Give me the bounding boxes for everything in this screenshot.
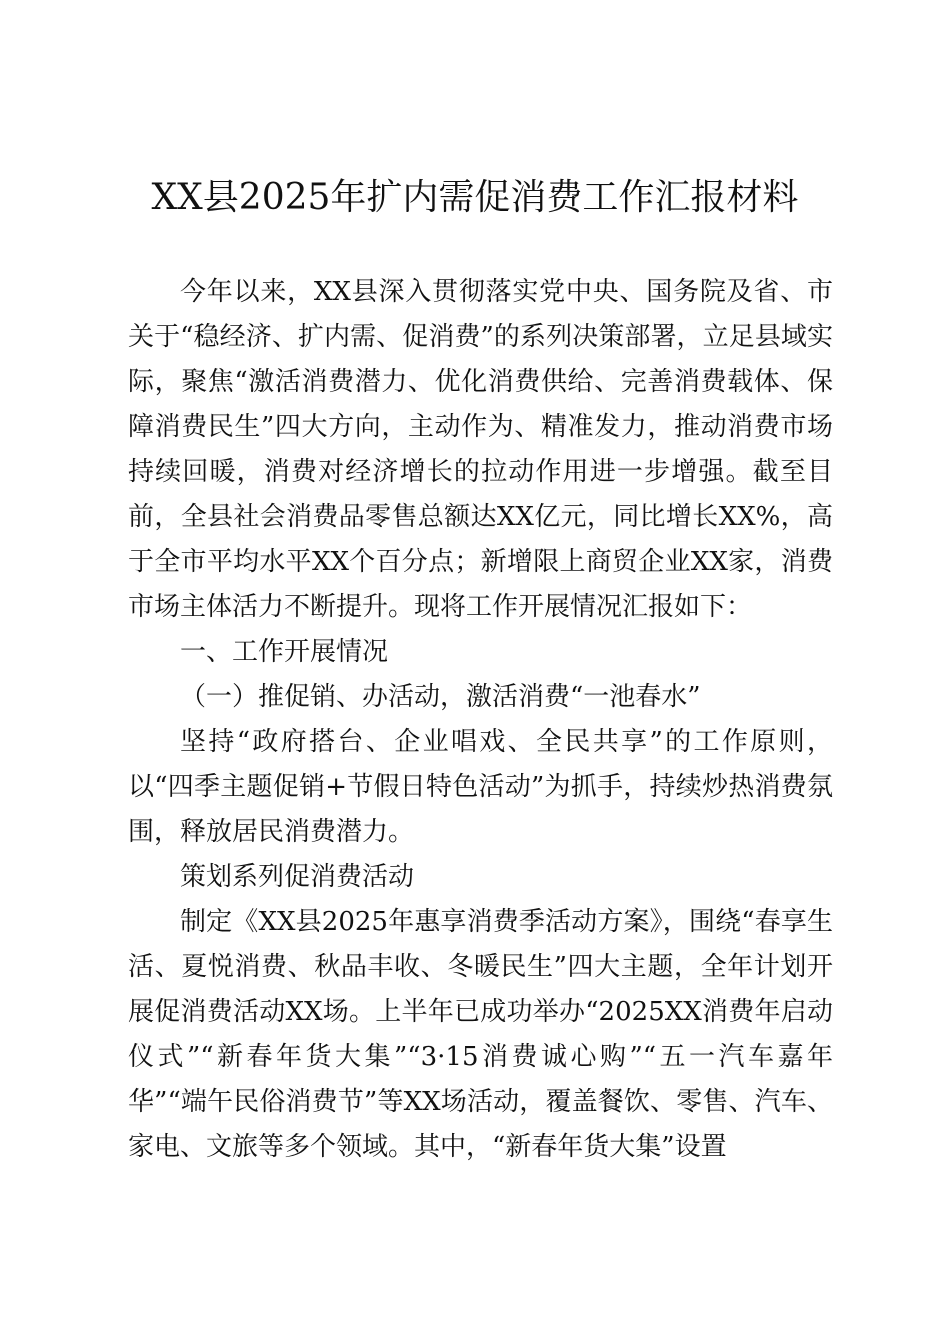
section-heading-1: 一、工作开展情况 — [180, 637, 389, 667]
document-title: XX县2025年扩内需促消费工作汇报材料 — [151, 177, 799, 218]
item-paragraph-1: 制定《XX县2025年惠享消费季活动方案》，围绕“春享生活、夏悦消费、秋品丰收、冬暖民生”四大主题，全年计划开展促消费活动XX场。上半年已成功举办“2025XX消费年启动仪式”“新春年货大集”“3·15消费诚心购”“五一汽车嘉年华”“端午民俗消费节”等XX场活动，覆盖餐饮、零售、汽车、家电、文旅等多个领域。其中，“新春年货大集”设置 — [128, 907, 833, 1162]
item-heading-1: 策划系列促消费活动 — [180, 862, 415, 892]
subsection-heading-1: （一）推促销、办活动，激活消费“一池春水” — [180, 682, 701, 712]
document-body — [128, 270, 833, 1170]
subsection-paragraph-1: 坚持“政府搭台、企业唱戏、全民共享”的工作原则，以“四季主题促销+节假日特色活动”为抓手，持续炒热消费氛围，释放居民消费潜力。 — [128, 727, 833, 847]
intro-paragraph: 今年以来，XX县深入贯彻落实党中央、国务院及省、市关于“稳经济、扩内需、促消费”的系列决策部署，立足县域实际，聚焦“激活消费潜力、优化消费供给、完善消费载体、保障消费民生”四大方向，主动作为、精准发力，推动消费市场持续回暖，消费对经济增长的拉动作用进一步增强。截至目前，全县社会消费品零售总额达XX亿元，同比增长XX%，高于全市平均水平XX个百分点；新增限上商贸企业XX家，消费市场主体活力不断提升。现将工作开展情况汇报如下： — [128, 277, 833, 622]
